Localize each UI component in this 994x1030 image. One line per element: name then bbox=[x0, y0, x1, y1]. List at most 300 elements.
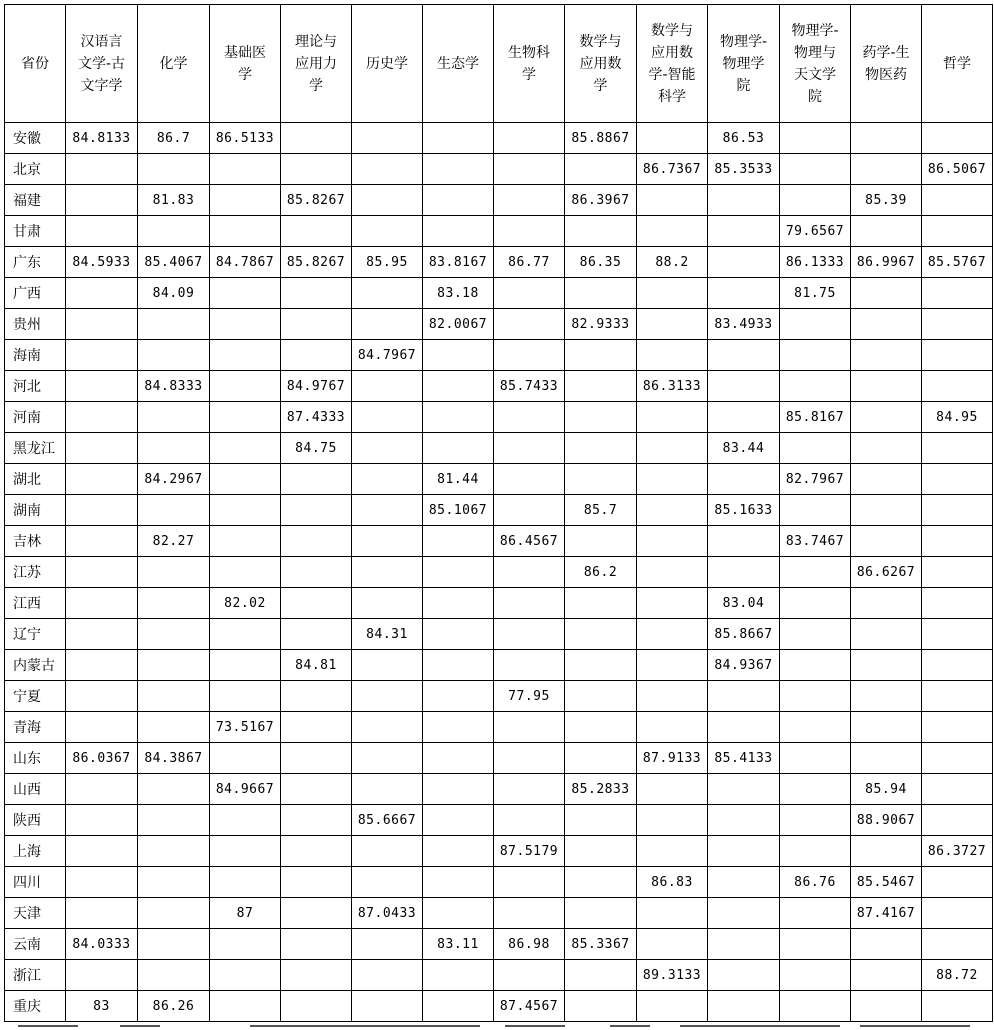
score-cell bbox=[138, 929, 210, 960]
score-cell bbox=[708, 867, 780, 898]
score-cell: 84.95 bbox=[922, 402, 993, 433]
column-header bbox=[138, 5, 210, 123]
table-row bbox=[5, 526, 993, 557]
score-cell: 86.53 bbox=[708, 123, 780, 154]
score-cell bbox=[138, 681, 210, 712]
score-cell bbox=[352, 557, 423, 588]
score-cell bbox=[494, 743, 565, 774]
score-cell: 85.4133 bbox=[708, 743, 780, 774]
score-cell: 81.75 bbox=[780, 278, 851, 309]
score-cell bbox=[637, 278, 708, 309]
score-cell bbox=[851, 526, 922, 557]
score-cell bbox=[494, 433, 565, 464]
score-cell: 86.98 bbox=[494, 929, 565, 960]
score-cell bbox=[851, 743, 922, 774]
column-header-line: 物医药 bbox=[865, 66, 907, 83]
score-cell bbox=[565, 619, 637, 650]
score-cell bbox=[138, 960, 210, 991]
score-cell bbox=[565, 526, 637, 557]
table-row bbox=[5, 681, 993, 712]
score-cell bbox=[352, 836, 423, 867]
score-cell: 85.8267 bbox=[281, 185, 352, 216]
score-cell bbox=[565, 805, 637, 836]
score-cell bbox=[637, 805, 708, 836]
score-cell bbox=[210, 929, 281, 960]
score-cell: 87.9133 bbox=[637, 743, 708, 774]
score-cell: 85.8867 bbox=[565, 123, 637, 154]
score-cell bbox=[494, 340, 565, 371]
score-cell bbox=[494, 278, 565, 309]
table-row bbox=[5, 960, 993, 991]
score-cell: 86.3727 bbox=[922, 836, 993, 867]
province-cell: 甘肃 bbox=[5, 216, 66, 247]
score-cell: 84.5933 bbox=[66, 247, 138, 278]
score-cell bbox=[66, 402, 138, 433]
score-cell bbox=[423, 433, 494, 464]
score-cell bbox=[423, 681, 494, 712]
score-cell bbox=[281, 712, 352, 743]
score-cell: 85.8267 bbox=[281, 247, 352, 278]
score-cell bbox=[210, 278, 281, 309]
score-cell bbox=[138, 805, 210, 836]
score-cell: 86.26 bbox=[138, 991, 210, 1022]
score-cell: 73.5167 bbox=[210, 712, 281, 743]
province-cell: 吉林 bbox=[5, 526, 66, 557]
score-cell bbox=[922, 464, 993, 495]
score-cell bbox=[922, 123, 993, 154]
score-cell bbox=[565, 743, 637, 774]
score-cell: 83.7467 bbox=[780, 526, 851, 557]
province-cell: 浙江 bbox=[5, 960, 66, 991]
province-cell: 四川 bbox=[5, 867, 66, 898]
score-cell bbox=[210, 805, 281, 836]
score-cell bbox=[637, 650, 708, 681]
column-header-line: 学-智能 bbox=[648, 66, 696, 83]
score-cell bbox=[281, 123, 352, 154]
score-cell bbox=[281, 991, 352, 1022]
score-cell bbox=[494, 588, 565, 619]
score-cell bbox=[423, 588, 494, 619]
score-cell bbox=[780, 650, 851, 681]
score-cell bbox=[494, 960, 565, 991]
score-cell bbox=[352, 185, 423, 216]
table-row bbox=[5, 123, 993, 154]
score-cell: 86.3133 bbox=[637, 371, 708, 402]
score-cell bbox=[423, 805, 494, 836]
column-header-line: 化学 bbox=[159, 55, 188, 72]
score-cell bbox=[565, 216, 637, 247]
score-cell: 85.3533 bbox=[708, 154, 780, 185]
column-header-line: 天文学 bbox=[794, 66, 836, 83]
column-header bbox=[851, 5, 922, 123]
score-cell: 85.1633 bbox=[708, 495, 780, 526]
column-header-line: 物理学 bbox=[722, 55, 765, 72]
score-cell bbox=[922, 588, 993, 619]
score-cell bbox=[494, 898, 565, 929]
score-cell: 84.75 bbox=[281, 433, 352, 464]
score-cell: 84.09 bbox=[138, 278, 210, 309]
score-cell bbox=[780, 557, 851, 588]
score-cell bbox=[637, 898, 708, 929]
score-cell bbox=[210, 557, 281, 588]
column-header-line: 院 bbox=[736, 77, 751, 94]
score-cell: 86.5067 bbox=[922, 154, 993, 185]
score-cell bbox=[66, 836, 138, 867]
score-cell bbox=[423, 154, 494, 185]
score-cell bbox=[565, 960, 637, 991]
score-cell bbox=[210, 743, 281, 774]
score-cell bbox=[565, 836, 637, 867]
score-cell bbox=[922, 185, 993, 216]
column-header-line: 应用数 bbox=[651, 44, 693, 61]
score-cell bbox=[138, 557, 210, 588]
score-cell bbox=[922, 929, 993, 960]
score-cell: 79.6567 bbox=[780, 216, 851, 247]
column-header-line: 生态学 bbox=[437, 55, 479, 72]
score-cell bbox=[352, 464, 423, 495]
score-cell bbox=[851, 712, 922, 743]
table-row bbox=[5, 309, 993, 340]
score-cell bbox=[637, 712, 708, 743]
score-cell bbox=[210, 340, 281, 371]
score-cell: 86.83 bbox=[637, 867, 708, 898]
score-cell bbox=[210, 619, 281, 650]
score-cell bbox=[708, 805, 780, 836]
score-cell bbox=[210, 991, 281, 1022]
province-cell: 陕西 bbox=[5, 805, 66, 836]
score-cell bbox=[352, 681, 423, 712]
table-row bbox=[5, 278, 993, 309]
score-cell: 86.2 bbox=[565, 557, 637, 588]
score-cell bbox=[423, 185, 494, 216]
table-row bbox=[5, 154, 993, 185]
score-cell bbox=[494, 867, 565, 898]
column-header-line: 学 bbox=[593, 77, 608, 94]
province-cell: 北京 bbox=[5, 154, 66, 185]
score-cell bbox=[780, 929, 851, 960]
score-cell: 86.1333 bbox=[780, 247, 851, 278]
score-cell bbox=[352, 526, 423, 557]
score-cell: 85.4067 bbox=[138, 247, 210, 278]
score-cell bbox=[780, 619, 851, 650]
score-cell bbox=[138, 650, 210, 681]
score-cell bbox=[780, 898, 851, 929]
score-cell: 86.76 bbox=[780, 867, 851, 898]
score-cell bbox=[423, 371, 494, 402]
column-header-line: 文字学 bbox=[80, 77, 123, 94]
score-cell bbox=[423, 867, 494, 898]
province-cell: 广东 bbox=[5, 247, 66, 278]
score-cell bbox=[210, 433, 281, 464]
column-header-line: 数学与 bbox=[579, 33, 622, 50]
score-cell bbox=[210, 836, 281, 867]
score-cell: 88.9067 bbox=[851, 805, 922, 836]
score-cell bbox=[210, 154, 281, 185]
score-cell bbox=[780, 495, 851, 526]
column-header-line: 应用力 bbox=[295, 55, 337, 72]
column-header-line: 药学-生 bbox=[862, 44, 910, 61]
score-cell bbox=[708, 464, 780, 495]
score-cell bbox=[780, 681, 851, 712]
score-cell bbox=[66, 805, 138, 836]
table-row bbox=[5, 774, 993, 805]
score-cell bbox=[210, 185, 281, 216]
score-cell: 84.8133 bbox=[66, 123, 138, 154]
score-cell: 89.3133 bbox=[637, 960, 708, 991]
column-header-line: 科学 bbox=[658, 88, 686, 105]
score-cell bbox=[851, 960, 922, 991]
column-header bbox=[352, 5, 423, 123]
score-cell bbox=[637, 991, 708, 1022]
score-cell bbox=[565, 867, 637, 898]
score-cell bbox=[708, 836, 780, 867]
score-cell: 83 bbox=[66, 991, 138, 1022]
score-cell bbox=[494, 185, 565, 216]
score-cell bbox=[851, 991, 922, 1022]
table-row bbox=[5, 836, 993, 867]
score-cell bbox=[423, 898, 494, 929]
score-cell bbox=[281, 309, 352, 340]
score-cell bbox=[637, 402, 708, 433]
table-row bbox=[5, 340, 993, 371]
score-cell: 84.0333 bbox=[66, 929, 138, 960]
score-cell bbox=[210, 309, 281, 340]
score-cell: 84.7967 bbox=[352, 340, 423, 371]
column-header bbox=[494, 5, 565, 123]
score-cell bbox=[565, 340, 637, 371]
score-cell bbox=[922, 278, 993, 309]
score-cell bbox=[851, 154, 922, 185]
score-cell: 83.18 bbox=[423, 278, 494, 309]
score-cell bbox=[352, 743, 423, 774]
table-row bbox=[5, 433, 993, 464]
score-cell bbox=[138, 402, 210, 433]
score-cell bbox=[138, 619, 210, 650]
score-cell bbox=[281, 836, 352, 867]
score-cell bbox=[138, 836, 210, 867]
province-cell: 天津 bbox=[5, 898, 66, 929]
score-cell bbox=[138, 309, 210, 340]
score-cell: 81.83 bbox=[138, 185, 210, 216]
score-cell bbox=[708, 681, 780, 712]
score-cell bbox=[352, 495, 423, 526]
score-cell bbox=[352, 960, 423, 991]
column-header-line: 物理与 bbox=[794, 44, 836, 61]
cropped-caption-strip bbox=[0, 1022, 994, 1030]
table-row bbox=[5, 929, 993, 960]
score-cell bbox=[565, 154, 637, 185]
score-cell bbox=[851, 929, 922, 960]
score-cell bbox=[423, 960, 494, 991]
score-cell bbox=[210, 216, 281, 247]
province-cell: 云南 bbox=[5, 929, 66, 960]
score-cell: 85.8667 bbox=[708, 619, 780, 650]
score-cell bbox=[851, 464, 922, 495]
column-header bbox=[210, 5, 281, 123]
score-cell bbox=[66, 619, 138, 650]
score-cell bbox=[66, 681, 138, 712]
score-cell bbox=[922, 991, 993, 1022]
score-cell bbox=[66, 867, 138, 898]
score-cell: 85.95 bbox=[352, 247, 423, 278]
score-cell: 87.0433 bbox=[352, 898, 423, 929]
score-cell bbox=[138, 774, 210, 805]
score-cell bbox=[352, 712, 423, 743]
score-cell bbox=[352, 154, 423, 185]
column-header-line: 生物科 bbox=[508, 44, 550, 61]
score-cell bbox=[281, 526, 352, 557]
province-cell: 上海 bbox=[5, 836, 66, 867]
column-header bbox=[66, 5, 138, 123]
score-cell bbox=[281, 154, 352, 185]
score-cell bbox=[138, 712, 210, 743]
score-cell bbox=[281, 588, 352, 619]
score-cell bbox=[281, 681, 352, 712]
score-cell: 84.8333 bbox=[138, 371, 210, 402]
score-cell bbox=[352, 867, 423, 898]
score-cell: 85.5767 bbox=[922, 247, 993, 278]
score-cell bbox=[352, 929, 423, 960]
score-cell bbox=[210, 650, 281, 681]
score-cell bbox=[922, 495, 993, 526]
score-cell: 84.81 bbox=[281, 650, 352, 681]
score-cell bbox=[281, 278, 352, 309]
score-cell bbox=[780, 340, 851, 371]
score-cell bbox=[494, 495, 565, 526]
score-cell bbox=[851, 836, 922, 867]
score-cell: 81.44 bbox=[423, 464, 494, 495]
score-cell: 85.94 bbox=[851, 774, 922, 805]
column-header-line: 学 bbox=[309, 77, 323, 94]
score-cell bbox=[565, 464, 637, 495]
province-cell: 海南 bbox=[5, 340, 66, 371]
score-cell bbox=[922, 867, 993, 898]
header-row bbox=[5, 5, 993, 123]
score-cell bbox=[851, 433, 922, 464]
score-cell: 86.3967 bbox=[565, 185, 637, 216]
score-cell: 86.4567 bbox=[494, 526, 565, 557]
province-cell: 黑龙江 bbox=[5, 433, 66, 464]
score-cell: 86.6267 bbox=[851, 557, 922, 588]
score-cell: 87.5179 bbox=[494, 836, 565, 867]
province-cell: 安徽 bbox=[5, 123, 66, 154]
score-cell: 84.7867 bbox=[210, 247, 281, 278]
score-cell bbox=[637, 774, 708, 805]
score-cell bbox=[780, 433, 851, 464]
score-cell bbox=[66, 278, 138, 309]
score-cell bbox=[210, 681, 281, 712]
score-cell: 87.4167 bbox=[851, 898, 922, 929]
score-cell: 87.4567 bbox=[494, 991, 565, 1022]
score-cell bbox=[281, 557, 352, 588]
score-cell: 82.9333 bbox=[565, 309, 637, 340]
table-row bbox=[5, 371, 993, 402]
score-cell bbox=[565, 991, 637, 1022]
score-cell bbox=[494, 309, 565, 340]
table-row bbox=[5, 805, 993, 836]
column-header-line: 汉语言 bbox=[80, 33, 123, 50]
score-cell: 84.3867 bbox=[138, 743, 210, 774]
score-cell bbox=[851, 588, 922, 619]
score-cell bbox=[423, 650, 494, 681]
score-cell: 86.7 bbox=[138, 123, 210, 154]
score-cell bbox=[66, 712, 138, 743]
score-cell bbox=[352, 588, 423, 619]
score-cell bbox=[565, 371, 637, 402]
score-cell bbox=[780, 836, 851, 867]
score-cell bbox=[352, 650, 423, 681]
score-cell bbox=[494, 464, 565, 495]
score-cell bbox=[637, 836, 708, 867]
score-cell bbox=[851, 371, 922, 402]
score-cell bbox=[922, 650, 993, 681]
score-cell bbox=[66, 774, 138, 805]
score-cell bbox=[66, 185, 138, 216]
column-header-line: 学 bbox=[238, 66, 252, 83]
score-cell bbox=[281, 774, 352, 805]
score-cell bbox=[922, 681, 993, 712]
table-row bbox=[5, 619, 993, 650]
column-header-line: 历史学 bbox=[366, 55, 408, 72]
score-cell: 83.8167 bbox=[423, 247, 494, 278]
column-header bbox=[637, 5, 708, 123]
province-cell: 山东 bbox=[5, 743, 66, 774]
score-cell bbox=[423, 836, 494, 867]
score-cell bbox=[708, 340, 780, 371]
table-row bbox=[5, 898, 993, 929]
score-cell bbox=[922, 712, 993, 743]
score-cell bbox=[281, 929, 352, 960]
score-cell bbox=[210, 867, 281, 898]
province-cell: 福建 bbox=[5, 185, 66, 216]
column-header bbox=[708, 5, 780, 123]
table-row bbox=[5, 867, 993, 898]
table-row bbox=[5, 991, 993, 1022]
score-cell bbox=[352, 774, 423, 805]
score-cell bbox=[637, 185, 708, 216]
score-cell bbox=[851, 681, 922, 712]
score-cell bbox=[423, 402, 494, 433]
score-cell bbox=[494, 216, 565, 247]
column-header bbox=[780, 5, 851, 123]
score-cell bbox=[281, 216, 352, 247]
score-cell bbox=[138, 340, 210, 371]
score-cell bbox=[922, 340, 993, 371]
score-cell bbox=[281, 340, 352, 371]
score-cell bbox=[281, 960, 352, 991]
score-cell: 84.31 bbox=[352, 619, 423, 650]
table-row bbox=[5, 712, 993, 743]
score-cell bbox=[565, 681, 637, 712]
score-cell bbox=[423, 526, 494, 557]
score-cell: 85.8167 bbox=[780, 402, 851, 433]
score-cell bbox=[780, 991, 851, 1022]
score-cell bbox=[66, 371, 138, 402]
score-cell: 86.9967 bbox=[851, 247, 922, 278]
score-cell bbox=[66, 433, 138, 464]
score-cell bbox=[494, 557, 565, 588]
score-cell: 83.4933 bbox=[708, 309, 780, 340]
score-cell: 82.7967 bbox=[780, 464, 851, 495]
score-cell bbox=[780, 743, 851, 774]
score-cell bbox=[922, 526, 993, 557]
score-cell: 86.77 bbox=[494, 247, 565, 278]
column-header-line: 学 bbox=[522, 66, 536, 83]
column-header bbox=[565, 5, 637, 123]
score-cell bbox=[66, 650, 138, 681]
score-cell: 85.6667 bbox=[352, 805, 423, 836]
score-cell bbox=[66, 309, 138, 340]
